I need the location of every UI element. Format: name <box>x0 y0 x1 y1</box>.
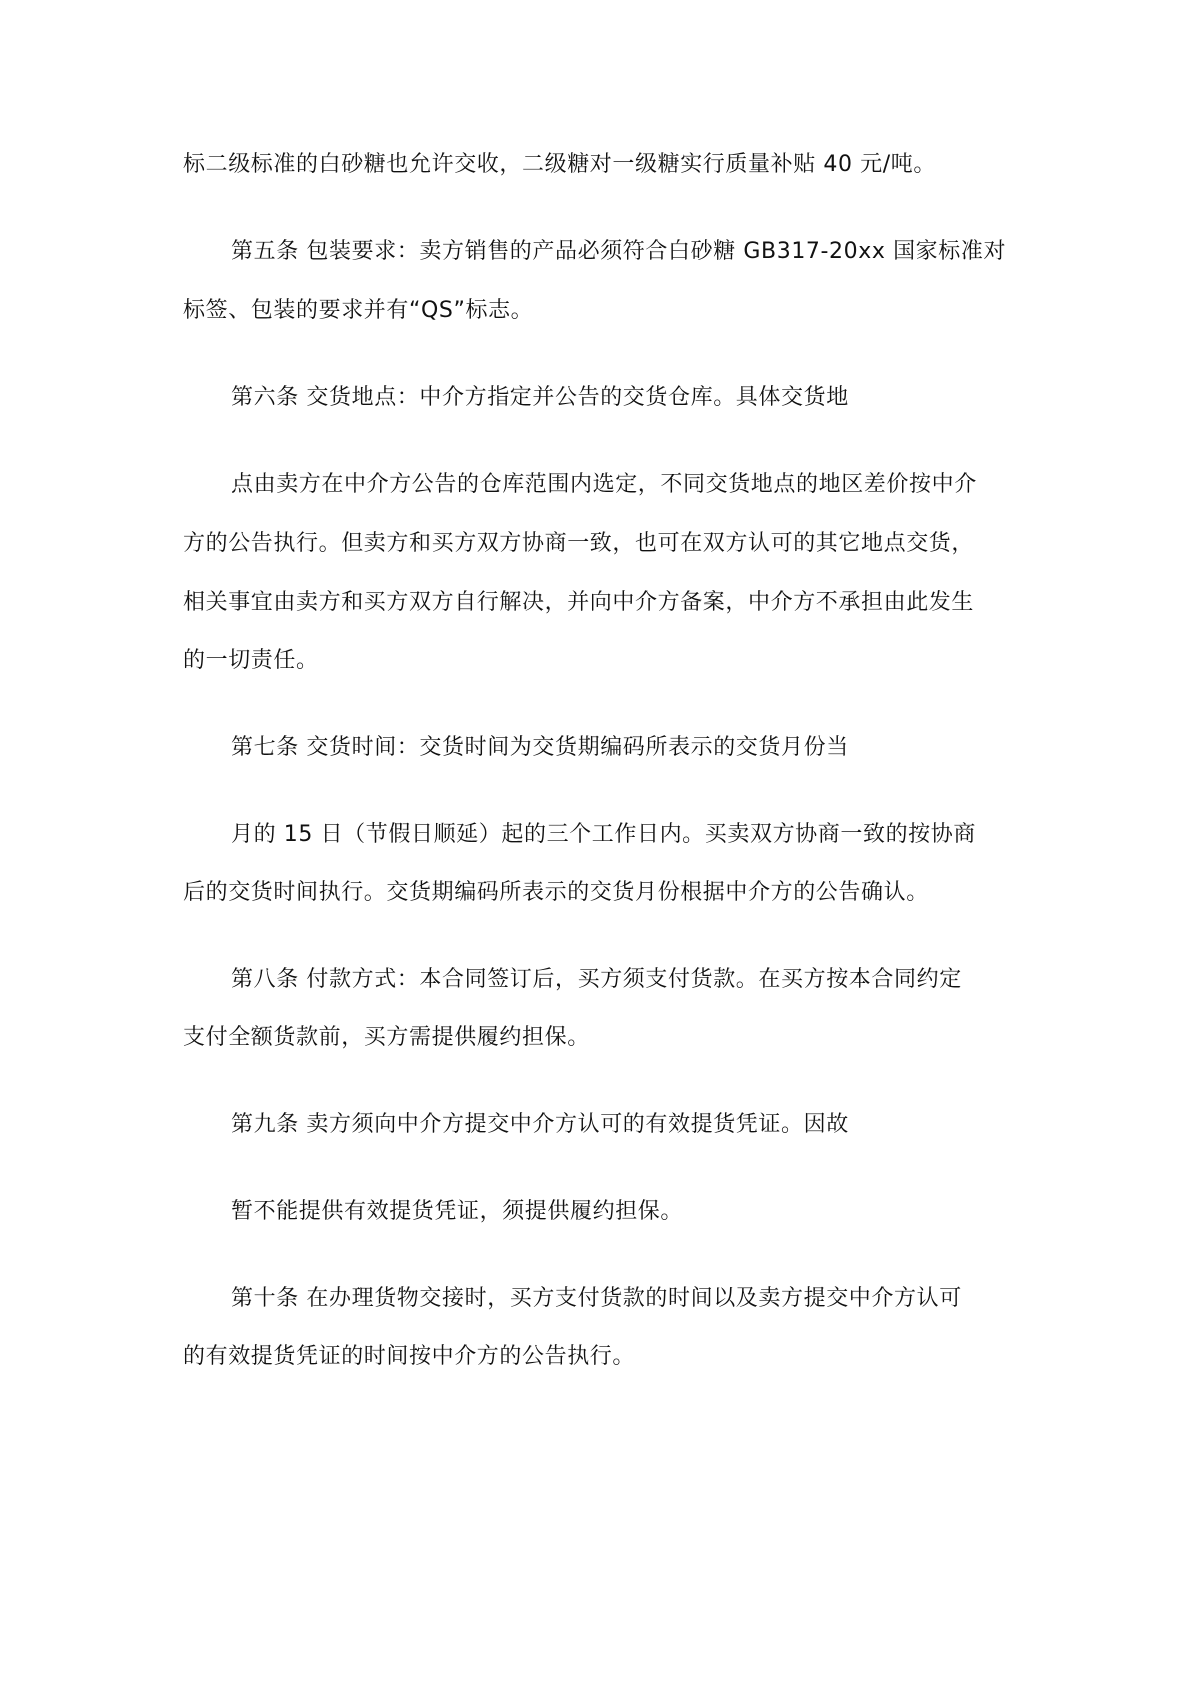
article-6-heading-line: 第六条 交货地点：中介方指定并公告的交货仓库。具体交货地 <box>231 385 849 410</box>
text-line: 标签、包装的要求并有“QS”标志。 <box>183 298 534 323</box>
text-line: 的一切责任。 <box>183 648 319 673</box>
article-8-heading-line: 第八条 付款方式：本合同签订后，买方须支付货款。在买方按本合同约定 <box>231 967 962 992</box>
article-10-heading-line: 第十条 在办理货物交接时，买方支付货款的时间以及卖方提交中介方认可 <box>231 1286 962 1311</box>
article-7-heading-line: 第七条 交货时间：交货时间为交货期编码所表示的交货月份当 <box>231 735 849 760</box>
text-line: 标二级标准的白砂糖也允许交收，二级糖对一级糖实行质量补贴 40 元/吨。 <box>183 152 936 177</box>
text-line: 方的公告执行。但卖方和买方双方协商一致，也可在双方认可的其它地点交货， <box>183 531 975 556</box>
text-line: 的有效提货凭证的时间按中介方的公告执行。 <box>183 1344 636 1369</box>
text-line: 支付全额货款前，买方需提供履约担保。 <box>183 1025 590 1050</box>
text-line: 相关事宜由卖方和买方双方自行解决，并向中介方备案，中介方不承担由此发生 <box>183 590 975 615</box>
text-line: 暂不能提供有效提货凭证，须提供履约担保。 <box>231 1199 684 1224</box>
text-line: 点由卖方在中介方公告的仓库范围内选定，不同交货地点的地区差价按中介 <box>231 472 977 497</box>
article-5-heading-line: 第五条 包装要求：卖方销售的产品必须符合白砂糖 GB317-20xx 国家标准对 <box>231 239 1007 264</box>
text-line: 后的交货时间执行。交货期编码所表示的交货月份根据中介方的公告确认。 <box>183 880 929 905</box>
text-line: 月的 15 日（节假日顺延）起的三个工作日内。买卖双方协商一致的按协商 <box>231 822 976 847</box>
article-9-heading-line: 第九条 卖方须向中介方提交中介方认可的有效提货凭证。因故 <box>231 1112 849 1137</box>
